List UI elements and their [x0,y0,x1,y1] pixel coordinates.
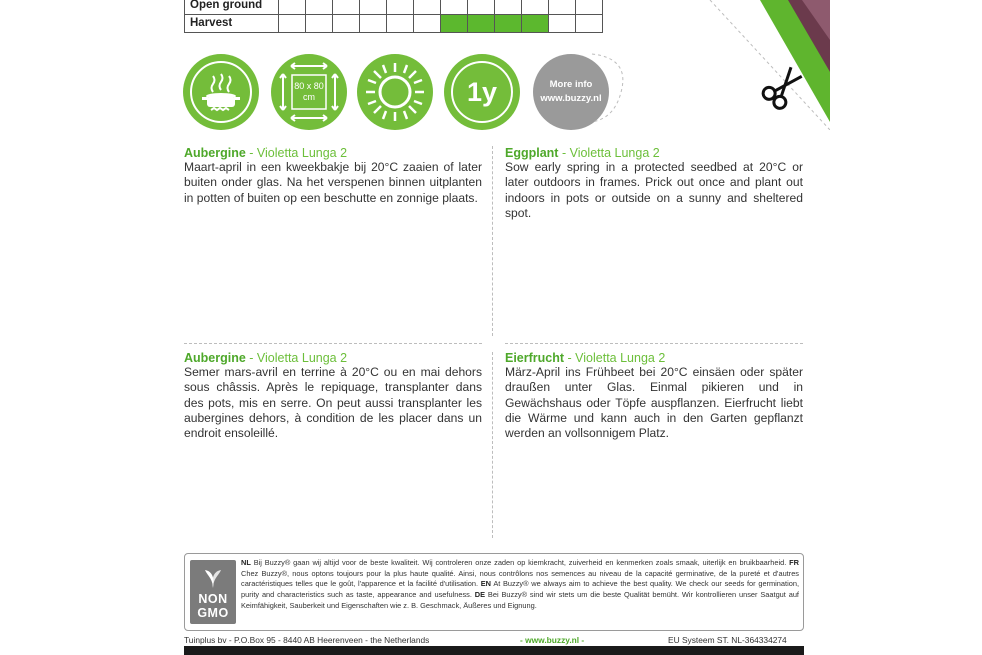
dashed-arc-decoration [590,48,630,128]
harvest-month-cell [441,15,468,33]
section-heading: Eggplant - Violetta Lunga 2 [505,146,660,160]
spacing-label: 80 x 80 cm [294,81,324,102]
more-info-label[interactable]: More info www.buzzy.nl [540,79,602,104]
spacing-icon [271,54,347,130]
section-heading: Aubergine - Violetta Lunga 2 [184,351,348,365]
instructions-nl [184,146,482,206]
cooking-pot-icon [183,54,259,130]
sun-icon [357,54,433,130]
instructions-de [505,351,803,441]
footer-registration: EU Systeem ST. NL-364334274 [668,635,787,645]
calendar-row-label: Open ground [185,0,279,15]
section-body: Semer mars-avril en terrine à 20°C ou en mai dehors sous châssis. Après le repiquage, transplanter dans des pots, mis en serre. On peut aussi transplanter les aubergines dehors, à condition de les placer dans un endroit ensoleillé. [184,365,482,441]
harvest-month-cell [522,15,549,33]
section-heading: Aubergine - Violetta Lunga 2 [184,146,348,160]
instructions-en [505,146,803,221]
one-year-icon [444,54,520,130]
bottom-bar [184,646,804,655]
column-divider [492,352,493,538]
column-divider [492,146,493,336]
calendar-row-open-ground [185,0,603,15]
instructions-fr [184,351,482,441]
section-body: März-April ins Frühbeet bei 20°C einsäen oder später draußen unter Glas. Einmal pikieren und in Gewächshaus oder Töpfe auspflanzen. Eierfrucht liebt die Wärme und kann auch in den Garten gepflanzt werden an vollsonnigem Platz. [505,365,803,441]
footer-website-link[interactable]: - www.buzzy.nl - [520,635,585,645]
section-heading: Eierfrucht - Violetta Lunga 2 [505,351,666,365]
harvest-month-cell [468,15,495,33]
calendar-row-harvest [185,15,603,33]
harvest-month-cell [495,15,522,33]
row-divider [505,343,803,344]
badge-line1: NON [198,592,228,606]
leaf-icon [203,567,223,589]
footer-address: Tuinplus bv - P.O.Box 95 - 8440 AB Heerenveen - the Netherlands [184,635,430,645]
calendar-row-label: Harvest [185,15,279,33]
section-body: Maart-april in een kweekbakje bij 20°C zaaien of later buiten onder glas. Na het verspenen binnen uitplanten in potten of buiten op een beschutte en zonnige plaats. [184,160,482,205]
quality-statement: NL Bij Buzzy® gaan wij altijd voor de beste kwaliteit. Wij controleren onze zaden op kiemkracht, zuiverheid en kenmerken zoals smaak, uiterlijk en bruikbaarheid. FR Chez Buzzy®, nous optons toujours pour la plus haute qualité. Ainsi, nous contrôlons nos semences au niveau de la capacité germinative, de la pureté et d'autres caractéristiques telles que le goût, l'apparence et la facilité d'utilisation. EN At Buzzy® we always aim to achieve the best quality. We check our seeds for germination, purity and characteristics such as taste, appearance and usefulness. DE Bei Buzzy® sind wir stets um die beste Qualität bemüht. Wir kontrollieren unser Saatgut auf Keimfähigkeit, Sauberkeit und Eigenschaften wie z. B. Geschmack, Äußeres und Eignung. [241,558,800,610]
badge-line2: GMO [197,606,229,620]
one-year-label: 1y [466,76,498,107]
packet-corner-decoration [690,0,830,130]
sowing-calendar [184,0,603,33]
section-body: Sow early spring in a protected seedbed at 20°C or later outdoors in frames. Prick out once and plant out indoors in pots or outside on a sunny and sheltered spot. [505,160,803,220]
row-divider [184,343,482,344]
non-gmo-badge [190,560,236,624]
